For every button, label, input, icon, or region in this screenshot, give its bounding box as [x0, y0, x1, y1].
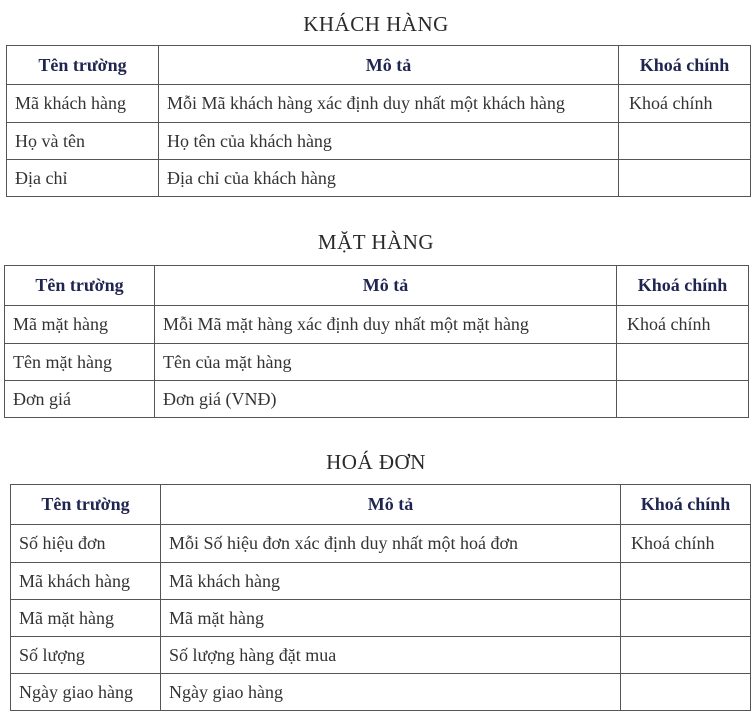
- table-row: [11, 600, 751, 637]
- primary-key-cell: Khoá chính: [621, 525, 751, 563]
- description-cell: Mã mặt hàng: [161, 600, 621, 637]
- table-header-row: [5, 266, 749, 306]
- field-cell: Tên mặt hàng: [5, 344, 155, 381]
- table-row: [5, 306, 749, 344]
- header-description: Mô tả: [155, 266, 617, 306]
- primary-key-cell: [617, 344, 749, 381]
- field-cell: Địa chỉ: [7, 160, 159, 197]
- primary-key-cell: [621, 637, 751, 674]
- table-row: [11, 563, 751, 600]
- description-cell: Ngày giao hàng: [161, 674, 621, 711]
- header-description: Mô tả: [159, 46, 619, 85]
- field-cell: Số lượng: [11, 637, 161, 674]
- hoa-don-table: [10, 484, 751, 711]
- table-row: [11, 674, 751, 711]
- description-cell: Mỗi Số hiệu đơn xác định duy nhất một hoá đơn: [161, 525, 621, 563]
- field-cell: Mã mặt hàng: [5, 306, 155, 344]
- primary-key-cell: Khoá chính: [619, 85, 751, 123]
- table-title-hoa-don: HOÁ ĐƠN: [326, 450, 426, 474]
- header-field: Tên trường: [11, 485, 161, 525]
- table-row: [7, 85, 751, 123]
- description-cell: Tên của mặt hàng: [155, 344, 617, 381]
- header-primary-key: Khoá chính: [619, 46, 751, 85]
- primary-key-cell: [617, 381, 749, 418]
- mat-hang-table: [4, 265, 749, 418]
- primary-key-cell: [619, 160, 751, 197]
- table-header-row: [11, 485, 751, 525]
- khach-hang-table: [6, 45, 751, 197]
- header-field: Tên trường: [7, 46, 159, 85]
- primary-key-cell: [621, 674, 751, 711]
- description-cell: Mỗi Mã mặt hàng xác định duy nhất một mặt hàng: [155, 306, 617, 344]
- field-cell: Mã mặt hàng: [11, 600, 161, 637]
- primary-key-cell: [621, 563, 751, 600]
- primary-key-cell: [619, 123, 751, 160]
- field-cell: Ngày giao hàng: [11, 674, 161, 711]
- description-cell: Số lượng hàng đặt mua: [161, 637, 621, 674]
- primary-key-cell: [621, 600, 751, 637]
- header-field: Tên trường: [5, 266, 155, 306]
- header-primary-key: Khoá chính: [617, 266, 749, 306]
- table-header-row: [7, 46, 751, 85]
- table-row: [11, 637, 751, 674]
- table-title-mat-hang: MẶT HÀNG: [317, 230, 435, 254]
- field-cell: Mã khách hàng: [7, 85, 159, 123]
- description-cell: Họ tên của khách hàng: [159, 123, 619, 160]
- table-row: [11, 525, 751, 563]
- header-primary-key: Khoá chính: [621, 485, 751, 525]
- table-row: [5, 381, 749, 418]
- description-cell: Mỗi Mã khách hàng xác định duy nhất một khách hàng: [159, 85, 619, 123]
- header-description: Mô tả: [161, 485, 621, 525]
- description-cell: Mã khách hàng: [161, 563, 621, 600]
- description-cell: Địa chỉ của khách hàng: [159, 160, 619, 197]
- field-cell: Mã khách hàng: [11, 563, 161, 600]
- field-cell: Số hiệu đơn: [11, 525, 161, 563]
- primary-key-cell: Khoá chính: [617, 306, 749, 344]
- table-row: [7, 123, 751, 160]
- description-cell: Đơn giá (VNĐ): [155, 381, 617, 418]
- table-title-khach-hang: KHÁCH HÀNG: [303, 12, 449, 36]
- table-row: [5, 344, 749, 381]
- field-cell: Họ và tên: [7, 123, 159, 160]
- field-cell: Đơn giá: [5, 381, 155, 418]
- table-row: [7, 160, 751, 197]
